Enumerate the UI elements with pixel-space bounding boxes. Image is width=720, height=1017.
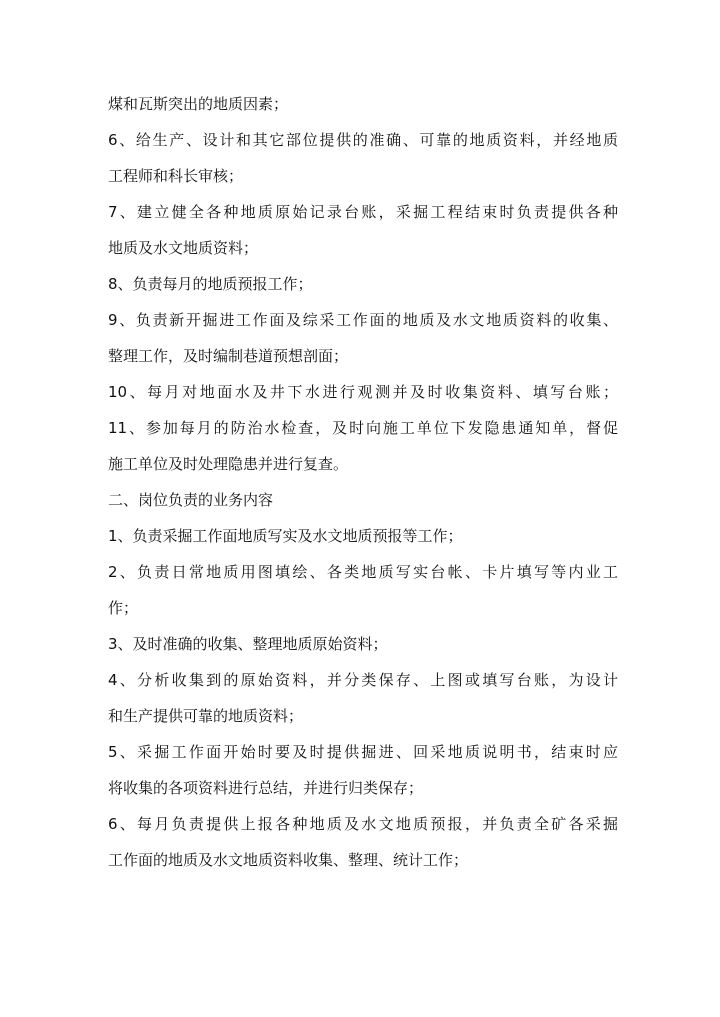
- text-line: 2、负责日常地质用图填绘、各类地质写实台帐、卡片填写等内业工: [108, 563, 618, 581]
- text-line: 煤和瓦斯突出的地质因素；: [108, 95, 289, 113]
- text-line: 和生产提供可靠的地质资料；: [108, 707, 304, 725]
- text-line: 3、及时准确的收集、整理地质原始资料；: [108, 635, 388, 653]
- document-body: [108, 86, 618, 878]
- text-line: 整理工作，及时编制巷道预想剖面；: [108, 347, 349, 365]
- text-line: 11、参加每月的防治水检查，及时向施工单位下发隐患通知单，督促: [108, 419, 618, 437]
- text-line: 8、负责每月的地质预报工作；: [108, 275, 313, 293]
- text-line: 地质及水文地质资料；: [108, 239, 259, 257]
- text-line: 6、每月负责提供上报各种地质及水文地质预报，并负责全矿各采掘: [108, 815, 618, 833]
- text-line: 10、每月对地面水及井下水进行观测并及时收集资料、填写台账；: [108, 383, 618, 401]
- section-heading: 二、岗位负责的业务内容: [108, 491, 274, 509]
- text-line: 工作面的地质及水文地质资料收集、整理、统计工作；: [108, 851, 469, 869]
- text-line: 9、负责新开掘进工作面及综采工作面的地质及水文地质资料的收集、: [108, 311, 618, 329]
- text-line: 工程师和科长审核；: [108, 167, 244, 185]
- text-line: 6、给生产、设计和其它部位提供的准确、可靠的地质资料，并经地质: [108, 131, 618, 149]
- text-line: 1、负责采掘工作面地质写实及水文地质预报等工作；: [108, 527, 463, 545]
- text-line: 作；: [108, 599, 139, 617]
- text-line: 7、建立健全各种地质原始记录台账，采掘工程结束时负责提供各种: [108, 203, 618, 221]
- text-line: 5、采掘工作面开始时要及时提供掘进、回采地质说明书，结束时应: [108, 743, 618, 761]
- text-line: 4、分析收集到的原始资料，并分类保存、上图或填写台账，为设计: [108, 671, 618, 689]
- text-line: 将收集的各项资料进行总结，并进行归类保存；: [108, 779, 424, 797]
- text-line: 施工单位及时处理隐患并进行复查。: [108, 455, 349, 473]
